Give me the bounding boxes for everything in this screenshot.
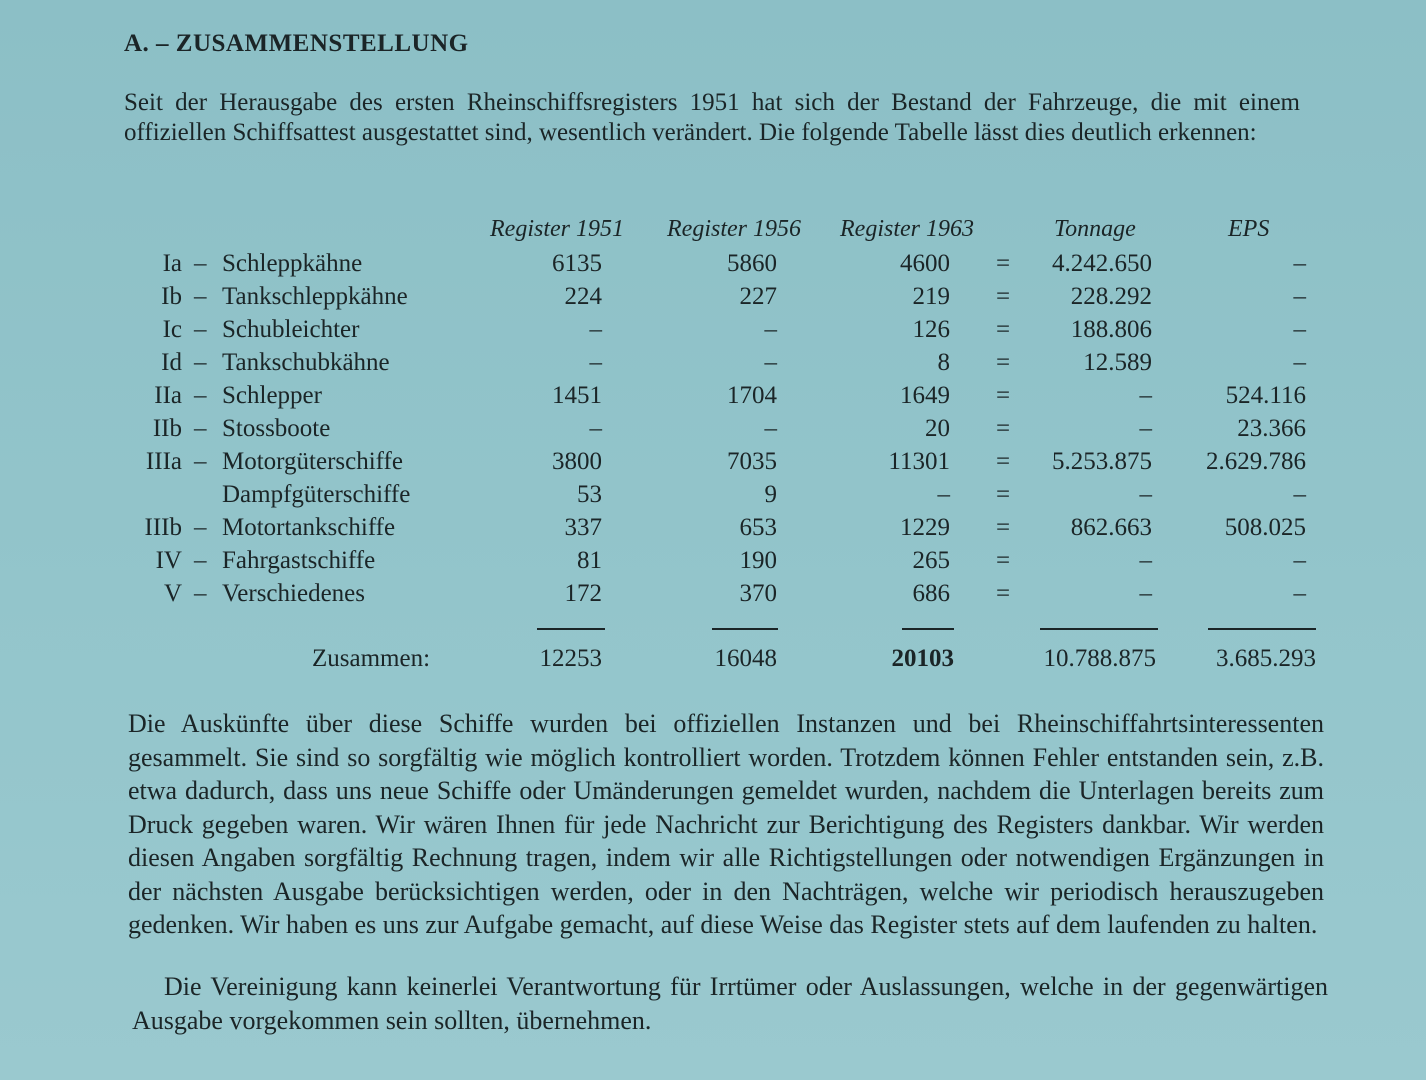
cell-r1963: 265: [912, 547, 950, 574]
sum-rule-tonnage: [1040, 628, 1158, 630]
cell-eps: 2.629.786: [1206, 448, 1306, 475]
cell-tonnage: –: [1139, 415, 1152, 442]
cell-sep: –: [194, 349, 207, 376]
sum-rule-eps: [1208, 628, 1316, 630]
cell-eps: 524.116: [1225, 382, 1306, 409]
total-tonnage: 10.788.875: [1043, 645, 1156, 672]
cell-eps: 508.025: [1224, 514, 1306, 541]
cell-r1951: 53: [577, 481, 602, 508]
cell-r1951: 172: [564, 580, 602, 607]
table-row: [0, 316, 1426, 348]
cell-name: Verschiedenes: [222, 580, 365, 607]
cell-name: Motorgüterschiffe: [222, 448, 403, 475]
cell-name: Dampfgüterschiffe: [222, 481, 411, 508]
header-register-1963: Register 1963: [840, 216, 974, 242]
cell-sep: –: [194, 250, 207, 277]
cell-code: IIIb: [144, 514, 182, 541]
cell-code: Id: [161, 349, 182, 376]
table-row: [0, 415, 1426, 447]
cell-eq: =: [996, 349, 1011, 376]
cell-sep: –: [194, 547, 207, 574]
cell-r1963: 126: [912, 316, 950, 343]
cell-tonnage: 228.292: [1070, 283, 1152, 310]
cell-name: Fahrgastschiffe: [222, 547, 376, 574]
cell-name: Stossboote: [222, 415, 331, 442]
cell-eq: =: [996, 481, 1011, 508]
cell-eps: –: [1293, 580, 1306, 607]
total-label: Zusammen:: [312, 645, 431, 672]
cell-code: IIb: [152, 415, 182, 442]
table-row: [0, 283, 1426, 315]
cell-r1963: 8: [937, 349, 950, 376]
cell-r1963: 1229: [900, 514, 950, 541]
cell-tonnage: –: [1139, 580, 1152, 607]
cell-eps: –: [1293, 250, 1306, 277]
table-row: [0, 349, 1426, 381]
cell-r1951: 337: [564, 514, 602, 541]
cell-r1963: –: [937, 481, 950, 508]
cell-tonnage: –: [1139, 547, 1152, 574]
table-row: [0, 481, 1426, 513]
cell-r1956: 190: [739, 547, 777, 574]
cell-eq: =: [996, 547, 1011, 574]
total-eps: 3.685.293: [1216, 645, 1316, 672]
cell-eq: =: [996, 316, 1011, 343]
cell-r1956: –: [764, 316, 777, 343]
cell-tonnage: 188.806: [1070, 316, 1152, 343]
total-1963: 20103: [891, 645, 954, 672]
intro-paragraph: Seit der Herausgabe des ersten Rheinschiffsregisters 1951 hat sich der Bestand der Fahrzeuge, die mit einem offiziellen Schiffsattest ausgestattet sind, wesentlich verändert. Die folgende Tabelle lässt dies deutlich erkennen:: [124, 89, 1300, 146]
cell-r1956: –: [764, 415, 777, 442]
table-row: [0, 547, 1426, 579]
total-1951: 12253: [539, 645, 602, 672]
header-register-1951: Register 1951: [490, 216, 624, 242]
cell-r1951: 81: [577, 547, 602, 574]
cell-r1956: 1704: [727, 382, 777, 409]
cell-r1956: 227: [739, 283, 777, 310]
total-1956: 16048: [714, 645, 777, 672]
cell-eq: =: [996, 580, 1011, 607]
cell-r1963: 1649: [900, 382, 950, 409]
cell-name: Schubleichter: [222, 316, 360, 343]
cell-name: Tankschubkähne: [222, 349, 390, 376]
cell-eq: =: [996, 283, 1011, 310]
body-paragraph-1: Die Auskünfte über diese Schiffe wurden bei offiziellen Instanzen und bei Rheinschiffahrtsinteressenten gesammelt. Sie sind so sorgfältig wie möglich kontrolliert worden. Trotzdem können Fehler entstanden sein, z.B. etwa dadurch, dass uns neue Schiffe oder Umänderungen gemeldet wurden, nachdem die Unterlagen bereits zum Druck gegeben waren. Wir wären Ihnen für jede Nachricht zur Berichtigung des Registers dankbar. Wir werden diesen Angaben sorgfältig Rechnung tragen, indem wir alle Richtigstellungen oder notwendigen Ergänzungen in der nächsten Ausgabe berücksichtigen werden, oder in den Nachträgen, welche wir periodisch herauszugeben gedenken. Wir haben es uns zur Aufgabe gemacht, auf diese Weise das Register stets auf dem laufenden zu halten.: [128, 709, 1324, 939]
cell-r1956: 370: [739, 580, 777, 607]
total-row: [0, 645, 1426, 679]
sum-rule-1963: [902, 628, 954, 630]
cell-r1951: –: [589, 415, 602, 442]
cell-eps: –: [1293, 283, 1306, 310]
table-row: [0, 382, 1426, 414]
cell-name: Tankschleppkähne: [222, 283, 408, 310]
cell-eps: 23.366: [1237, 415, 1306, 442]
cell-r1951: 3800: [552, 448, 602, 475]
cell-r1956: 9: [764, 481, 777, 508]
section-heading: A. – ZUSAMMENSTELLUNG: [124, 30, 469, 57]
cell-eq: =: [996, 448, 1011, 475]
cell-sep: –: [194, 514, 207, 541]
cell-code: Ic: [162, 316, 182, 343]
cell-tonnage: 4.242.650: [1052, 250, 1152, 277]
cell-r1951: –: [589, 349, 602, 376]
cell-r1956: 653: [739, 514, 777, 541]
cell-eq: =: [996, 382, 1011, 409]
cell-sep: –: [194, 382, 207, 409]
table-row: [0, 250, 1426, 282]
cell-code: IIa: [154, 382, 182, 409]
cell-eq: =: [996, 250, 1011, 277]
cell-code: IIIa: [145, 448, 182, 475]
cell-tonnage: –: [1139, 481, 1152, 508]
cell-r1956: –: [764, 349, 777, 376]
table-row: [0, 514, 1426, 546]
header-eps: EPS: [1228, 216, 1270, 242]
cell-name: Schleppkähne: [222, 250, 363, 277]
cell-r1956: 5860: [727, 250, 777, 277]
cell-tonnage: 5.253.875: [1052, 448, 1152, 475]
cell-code: Ib: [161, 283, 182, 310]
cell-r1951: 1451: [552, 382, 602, 409]
cell-name: Motortankschiffe: [222, 514, 396, 541]
table-row: [0, 448, 1426, 480]
cell-sep: –: [194, 448, 207, 475]
cell-sep: –: [194, 283, 207, 310]
cell-r1963: 219: [912, 283, 950, 310]
cell-tonnage: 862.663: [1070, 514, 1152, 541]
cell-code: V: [163, 580, 182, 607]
body-paragraph-2: Die Vereinigung kann keinerlei Verantwortung für Irrtümer oder Auslassungen, welche in der gegenwärtigen Ausgabe vorgekommen sein sollten, übernehmen.: [132, 972, 1328, 1035]
sum-rule-1956: [712, 628, 778, 630]
cell-tonnage: 12.589: [1083, 349, 1152, 376]
cell-eps: –: [1293, 547, 1306, 574]
cell-eps: –: [1293, 316, 1306, 343]
sum-rule-1951: [537, 628, 605, 630]
cell-r1956: 7035: [727, 448, 777, 475]
cell-name: Schlepper: [222, 382, 322, 409]
cell-sep: –: [194, 580, 207, 607]
cell-eq: =: [996, 514, 1011, 541]
cell-r1963: 11301: [888, 448, 950, 475]
cell-eq: =: [996, 415, 1011, 442]
cell-r1951: –: [589, 316, 602, 343]
cell-sep: –: [194, 316, 207, 343]
cell-r1951: 6135: [552, 250, 602, 277]
cell-r1963: 686: [912, 580, 950, 607]
cell-sep: –: [194, 415, 207, 442]
cell-tonnage: –: [1139, 382, 1152, 409]
cell-r1963: 4600: [900, 250, 950, 277]
header-tonnage: Tonnage: [1054, 216, 1136, 242]
header-register-1956: Register 1956: [667, 216, 801, 242]
cell-eps: –: [1293, 481, 1306, 508]
cell-r1963: 20: [925, 415, 950, 442]
table-row: [0, 580, 1426, 612]
cell-r1951: 224: [564, 283, 602, 310]
cell-code: Ia: [162, 250, 182, 277]
cell-eps: –: [1293, 349, 1306, 376]
cell-code: IV: [155, 547, 182, 574]
